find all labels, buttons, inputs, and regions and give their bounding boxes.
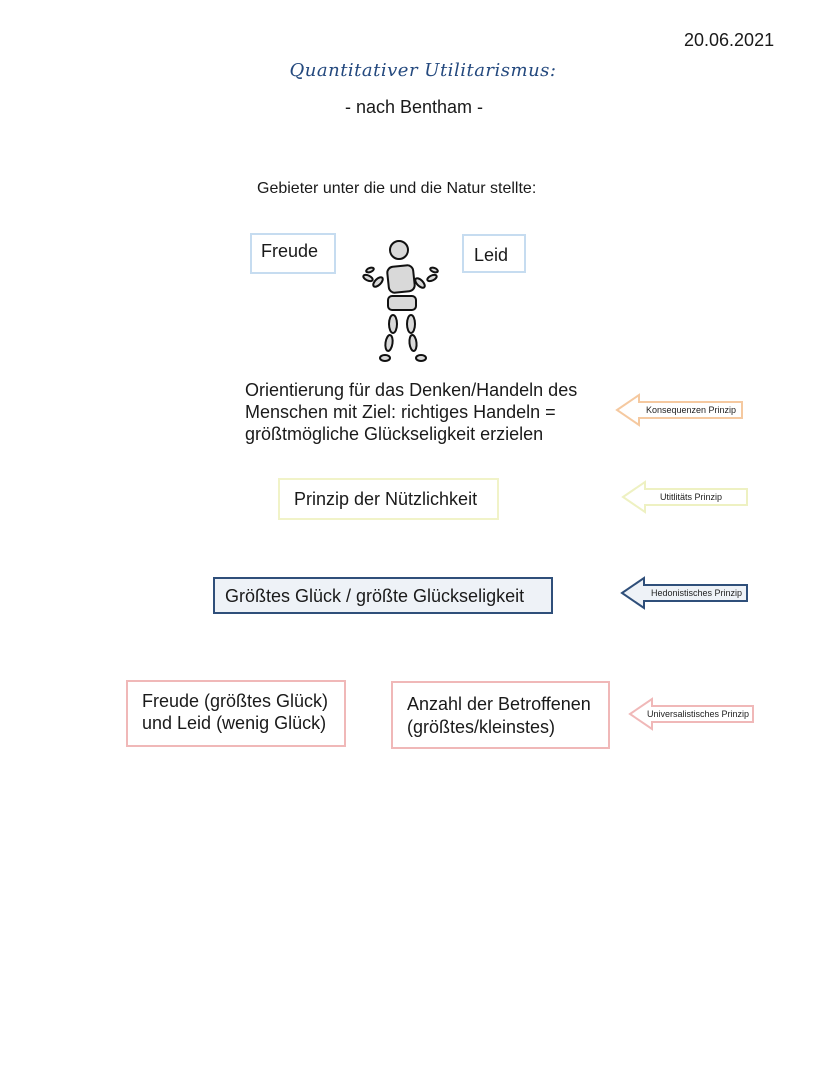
intro-text: Gebieter unter die und die Natur stellte: (257, 180, 537, 197)
freude-box: Freude (250, 233, 336, 274)
orientation-line-1: Orientierung für das Denken/Handeln des (245, 380, 578, 400)
orientation-text (245, 379, 615, 445)
affected-count-box (391, 681, 610, 749)
stick-figure-icon (340, 238, 460, 368)
pleasure-pain-line-1: Freude (größtes Glück) (142, 691, 329, 711)
pleasure-pain-box (126, 680, 346, 747)
universal-arrow-label: Universalistisches Prinzip (647, 709, 750, 719)
principle-box: Prinzip der Nützlichkeit (278, 478, 499, 520)
hedonistisch-arrow-label: Hedonistisches Prinzip (651, 588, 743, 598)
orientation-line-3: größtmögliche Glückseligkeit erzielen (245, 424, 544, 444)
date: 20.06.2021 (684, 30, 775, 50)
affected-count-line-1: Anzahl der Betroffenen (407, 694, 591, 714)
pleasure-pain-line-2: und Leid (wenig Glück) (142, 713, 327, 733)
orientation-line-2: Menschen mit Ziel: richtiges Handeln = (245, 402, 556, 422)
leid-box: Leid (462, 234, 526, 273)
happiness-box: Größtes Glück / größte Glückseligkeit (213, 577, 553, 614)
page-subtitle: - nach Bentham - (344, 97, 484, 117)
affected-count-line-2: (größtes/kleinstes) (407, 717, 556, 737)
utilitaet-arrow-label: Utitlitäts Prinzip (660, 492, 723, 502)
page-title: Quantitativer Utilitarismus: (289, 60, 557, 81)
konsequenzen-arrow-label: Konsequenzen Prinzip (646, 405, 737, 415)
